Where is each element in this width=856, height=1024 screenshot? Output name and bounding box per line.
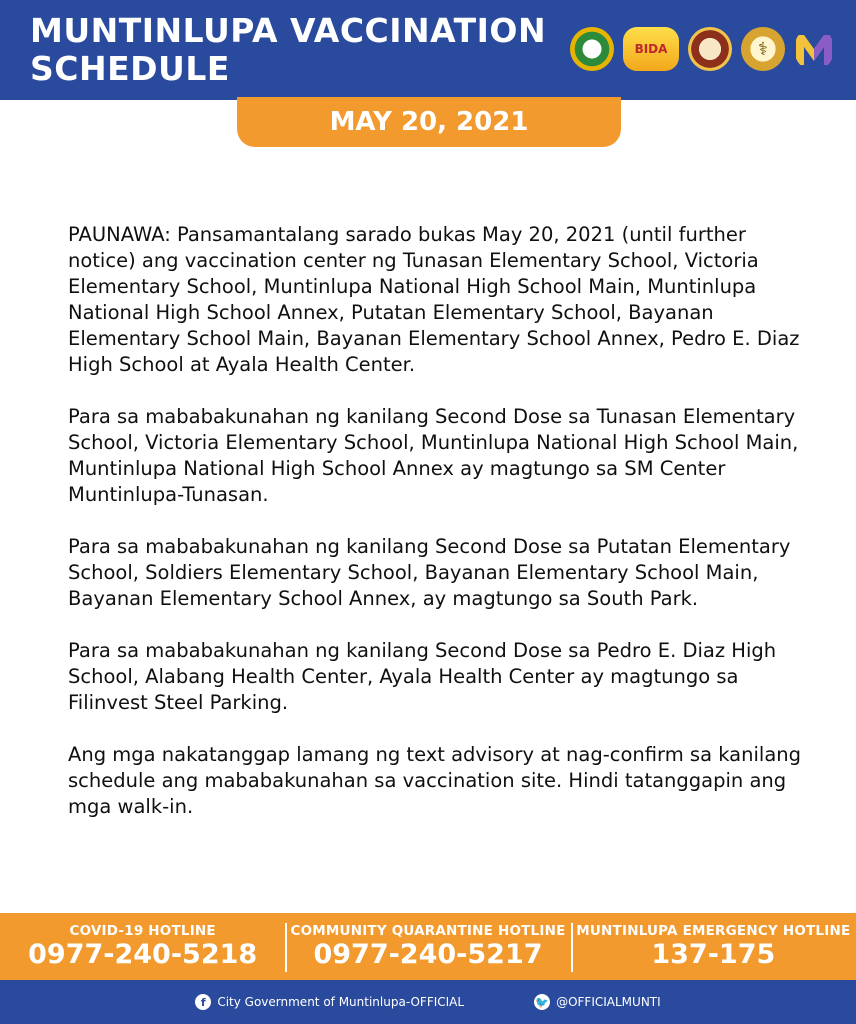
paragraph-notice: PAUNAWA: Pansamantalang sarado bukas May 20, 2021 (until further notice) ang vaccination center ng Tunasan Elementary School, Victoria Elementary School, Muntinlupa National High School Main, Muntinlupa National High School Annex, Putatan Elementary School, Bayanan Elementary School Main, Bayanan Elementary School Annex, Pedro E. Diaz High School at Ayala Health Center. (68, 223, 800, 376)
twitter-link[interactable] (534, 994, 661, 1010)
hotline-label: MUNTINLUPA EMERGENCY HOTLINE (576, 922, 851, 939)
paragraph-tunasan: Para sa mababakunahan ng kanilang Second Dose sa Tunasan Elementary School, Victoria Elementary School, Muntinlupa National High School Main, Muntinlupa National High School Annex ay magtungo sa SM Center Muntinlupa-Tunasan. (68, 405, 799, 506)
twitter-icon: 🐦 (535, 995, 549, 1009)
paragraph-pedro-diaz: Para sa mababakunahan ng kanilang Second Dose sa Pedro E. Diaz High School, Alabang Health Center, Ayala Health Center ay magtungo sa Filinvest Steel Parking. (68, 639, 777, 714)
paragraph-advisory: Ang mga nakatanggap lamang ng text advisory at nag-confirm sa kanilang schedule ang mababakunahan sa vaccination site. Hindi tatanggapin ang mga walk-in. (68, 743, 802, 818)
hotline-number[interactable]: 137-175 (651, 938, 776, 970)
header-banner (0, 0, 856, 100)
hotline-label: COMMUNITY QUARANTINE HOTLINE (290, 922, 566, 939)
date-badge: MAY 20, 2021 (237, 97, 621, 147)
twitter-label: @OFFICIALMUNTI (556, 995, 661, 1009)
hotline-quarantine (285, 913, 570, 980)
hotline-bar (0, 913, 856, 980)
announcement-body (68, 222, 808, 846)
facebook-icon: f (195, 994, 211, 1010)
bida-logo-icon: BIDA (623, 27, 679, 71)
m-logo-icon (794, 27, 834, 71)
hotline-covid (0, 913, 285, 980)
health-seal-icon: ⚕ (741, 27, 785, 71)
facebook-label: City Government of Muntinlupa-OFFICIAL (217, 995, 465, 1009)
paragraph-putatan: Para sa mababakunahan ng kanilang Second Dose sa Putatan Elementary School, Soldiers Elementary School, Bayanan Elementary School Main, Bayanan Elementary School Annex, ay magtungo sa South Park. (68, 535, 791, 610)
facebook-link[interactable] (195, 994, 464, 1010)
hotline-number[interactable]: 0977-240-5218 (28, 938, 258, 970)
page-title: MUNTINLUPA VACCINATION SCHEDULE (30, 11, 547, 88)
logo-group (570, 26, 834, 72)
hotline-label: COVID-19 HOTLINE (69, 922, 216, 939)
muntinlupa-seal-icon (570, 27, 614, 71)
hotline-number[interactable]: 0977-240-5217 (313, 938, 543, 970)
city-seal-icon (688, 27, 732, 71)
footer-bar (0, 980, 856, 1024)
hotline-emergency (571, 913, 856, 980)
